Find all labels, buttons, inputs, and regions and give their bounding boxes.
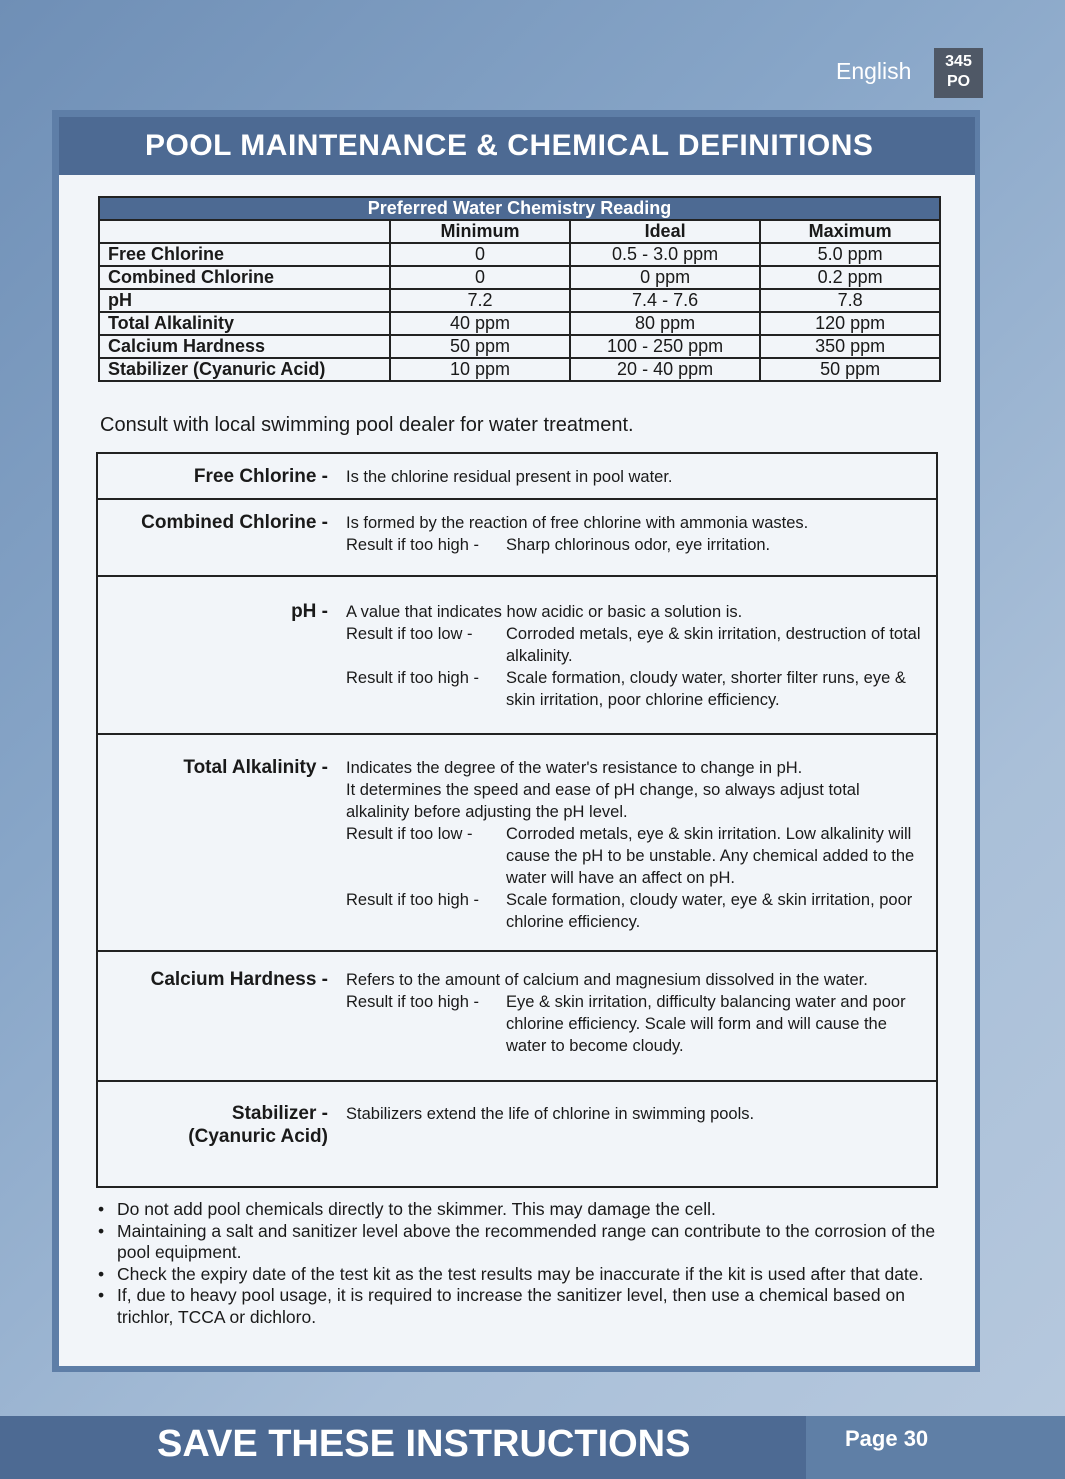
definition-text: Stabilizers extend the life of chlorine in swimming pools. <box>346 1105 755 1123</box>
model-badge <box>934 48 983 98</box>
row-label: Calcium Hardness <box>99 335 390 358</box>
definition-body <box>346 969 926 1057</box>
water-chemistry-table <box>98 196 941 382</box>
result-text: Scale formation, cloudy water, shorter filter runs, eye & skin irritation, poor chlorine efficiency. <box>506 669 906 709</box>
row-label: pH <box>99 289 390 312</box>
model-suffix: PO <box>946 73 971 90</box>
cell-ideal: 0.5 - 3.0 ppm <box>570 243 760 266</box>
definition-term: pH - <box>291 601 328 622</box>
definition-term-line: Stabilizer - <box>231 1103 328 1124</box>
cell-ideal: 20 - 40 ppm <box>570 358 760 381</box>
cell-ideal: 80 ppm <box>570 312 760 335</box>
cell-minimum: 0 <box>390 243 570 266</box>
definition-body <box>346 601 926 711</box>
cell-minimum: 10 ppm <box>390 358 570 381</box>
cell-maximum: 50 ppm <box>760 358 940 381</box>
model-number: 345 <box>945 53 972 70</box>
definition-term: Total Alkalinity - <box>183 757 328 778</box>
result-text: Sharp chlorinous odor, eye irritation. <box>506 536 771 554</box>
definition-combined-chlorine <box>98 500 936 577</box>
header-blank <box>99 220 390 243</box>
table-row <box>99 243 940 266</box>
definition-term: Combined Chlorine - <box>141 512 328 533</box>
definition-body <box>346 1103 926 1125</box>
table-row <box>99 289 940 312</box>
cell-maximum: 350 ppm <box>760 335 940 358</box>
page-number: Page 30 <box>845 1426 929 1451</box>
result-text: Scale formation, cloudy water, eye & skin irritation, poor chlorine efficiency. <box>506 891 913 931</box>
result-high <box>346 667 926 711</box>
definition-total-alkalinity <box>98 735 936 952</box>
cell-maximum: 0.2 ppm <box>760 266 940 289</box>
table-caption: Preferred Water Chemistry Reading <box>99 197 940 220</box>
result-high <box>346 991 926 1057</box>
header-minimum: Minimum <box>390 220 570 243</box>
result-text: Eye & skin irritation, difficulty balancing water and poor chlorine efficiency. Scale will form and will cause the water to become cloudy. <box>506 993 906 1055</box>
notes-list <box>98 1199 938 1328</box>
result-low <box>346 823 926 889</box>
definition-text: Refers to the amount of calcium and magnesium dissolved in the water. <box>346 971 868 989</box>
definition-term <box>188 1102 328 1148</box>
header-ideal: Ideal <box>570 220 760 243</box>
result-text: Corroded metals, eye & skin irritation. Low alkalinity will cause the pH to be unstable. Any chemical added to the water will have an affect on pH. <box>506 825 915 887</box>
cell-ideal: 7.4 - 7.6 <box>570 289 760 312</box>
definition-text: alkalinity before adjusting the pH level. <box>346 803 628 821</box>
result-label: Result if too high - <box>346 536 479 554</box>
definition-ph <box>98 577 936 735</box>
cell-ideal: 100 - 250 ppm <box>570 335 760 358</box>
language-label: English <box>836 58 912 84</box>
definition-body <box>346 757 926 933</box>
definition-text: Indicates the degree of the water's resistance to change in pH. <box>346 759 803 777</box>
definition-free-chlorine <box>98 454 936 500</box>
result-low <box>346 623 926 667</box>
table-row <box>99 358 940 381</box>
cell-ideal: 0 ppm <box>570 266 760 289</box>
list-item: • Maintaining a salt and sanitizer level above the recommended range can contribute to the corrosion of the pool equipment. <box>98 1221 938 1264</box>
table-caption-row <box>99 197 940 220</box>
definition-stabilizer <box>98 1082 936 1186</box>
row-label: Total Alkalinity <box>99 312 390 335</box>
cell-maximum: 5.0 ppm <box>760 243 940 266</box>
result-label: Result if too high - <box>346 993 479 1011</box>
result-label: Result if too low - <box>346 825 473 843</box>
result-high <box>346 889 926 933</box>
result-label: Result if too high - <box>346 669 479 687</box>
row-label: Combined Chlorine <box>99 266 390 289</box>
row-label: Free Chlorine <box>99 243 390 266</box>
definition-body <box>346 466 926 488</box>
definition-text: Is the chlorine residual present in pool water. <box>346 468 673 486</box>
definitions-box <box>96 452 938 1188</box>
result-label: Result if too high - <box>346 891 479 909</box>
list-item: • Do not add pool chemicals directly to the skimmer. This may damage the cell. <box>98 1199 938 1221</box>
definition-term: Free Chlorine - <box>193 466 328 487</box>
table-header-row <box>99 220 940 243</box>
cell-minimum: 40 ppm <box>390 312 570 335</box>
table-row <box>99 335 940 358</box>
consult-note: Consult with local swimming pool dealer for water treatment. <box>100 414 634 436</box>
definition-term: Calcium Hardness - <box>150 969 328 990</box>
definition-text: It determines the speed and ease of pH change, so always adjust total <box>346 781 860 799</box>
page-title: POOL MAINTENANCE & CHEMICAL DEFINITIONS <box>145 129 874 162</box>
row-label: Stabilizer (Cyanuric Acid) <box>99 358 390 381</box>
save-instructions-label: SAVE THESE INSTRUCTIONS <box>157 1423 691 1465</box>
definition-term-line: (Cyanuric Acid) <box>188 1126 328 1147</box>
list-item: • Check the expiry date of the test kit as the test results may be inaccurate if the kit is used after that date. <box>98 1264 938 1286</box>
result-label: Result if too low - <box>346 625 473 643</box>
cell-minimum: 7.2 <box>390 289 570 312</box>
table-row <box>99 312 940 335</box>
header-maximum: Maximum <box>760 220 940 243</box>
table-row <box>99 266 940 289</box>
page-title-bar <box>59 117 975 175</box>
definition-text: A value that indicates how acidic or basic a solution is. <box>346 603 743 621</box>
cell-minimum: 50 ppm <box>390 335 570 358</box>
cell-maximum: 7.8 <box>760 289 940 312</box>
result-text: Corroded metals, eye & skin irritation, destruction of total alkalinity. <box>506 625 921 665</box>
cell-maximum: 120 ppm <box>760 312 940 335</box>
list-item: • If, due to heavy pool usage, it is required to increase the sanitizer level, then use a chemical based on trichlor, TCCA or dichloro. <box>98 1285 938 1328</box>
definition-body <box>346 512 926 556</box>
definition-calcium-hardness <box>98 952 936 1082</box>
definition-text: Is formed by the reaction of free chlorine with ammonia wastes. <box>346 514 809 532</box>
result-high <box>346 534 926 556</box>
cell-minimum: 0 <box>390 266 570 289</box>
